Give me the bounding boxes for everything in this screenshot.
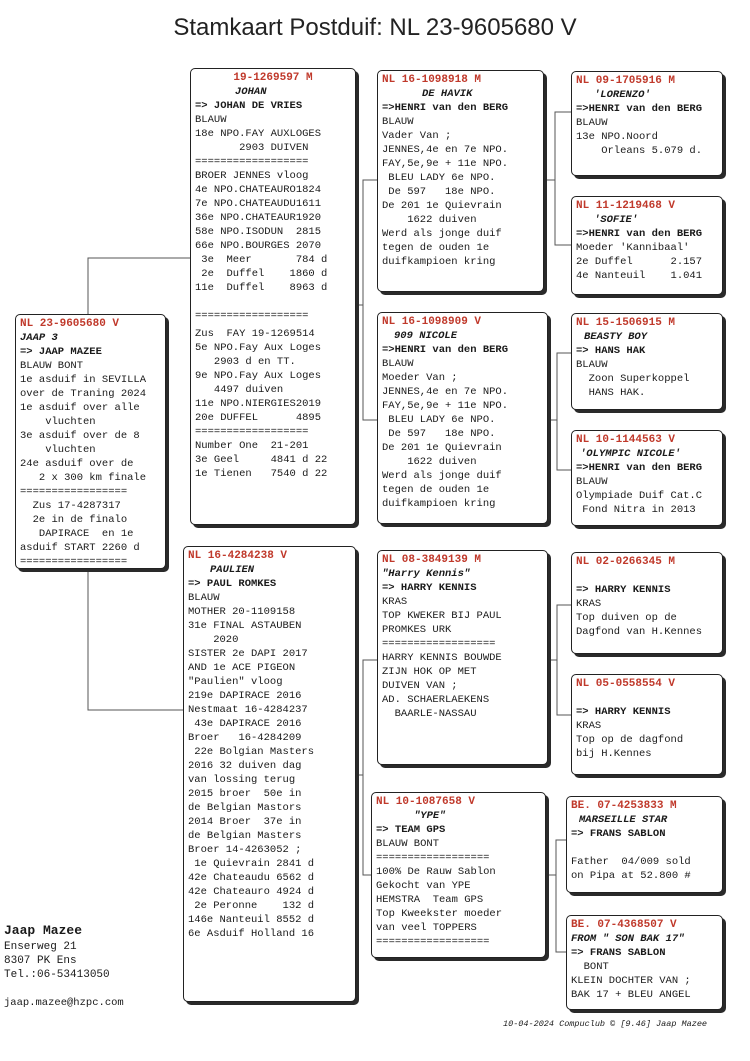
info-line: Father 04/009 sold (571, 856, 691, 868)
separator: ================== (195, 156, 309, 168)
pigeon-card-mf[interactable] (377, 550, 548, 765)
pigeon-owner: => TEAM GPS (376, 824, 446, 836)
info-line: 42e Chateaudu 6562 d (188, 872, 315, 884)
info-line: KRAS (576, 598, 602, 610)
info-line: SISTER 2e DAPI 2017 (188, 648, 308, 660)
info-line: 100% De Rauw Sablon (376, 866, 496, 878)
info-line: TOP KWEKER BIJ PAUL (382, 610, 502, 622)
info-line: Number One 21-201 (195, 440, 309, 452)
pigeon-owner: => JOHAN DE VRIES (195, 100, 303, 112)
info-line: tegen de ouden 1e (382, 242, 490, 254)
pigeon-name: 'LORENZO' (594, 89, 651, 101)
info-line: 3e Meer 784 d (195, 254, 328, 266)
info-line: Olympiade Duif Cat.C (576, 490, 703, 502)
separator: ================= (20, 556, 128, 568)
info-line: 146e Nanteuil 8552 d (188, 914, 315, 926)
info-line: Gekocht van YPE (376, 880, 471, 892)
pigeon-card-mother[interactable] (183, 546, 356, 1002)
info-line: 2014 Broer 37e in (188, 816, 302, 828)
info-line: HANS HAK. (576, 387, 646, 399)
info-line: BONT (571, 961, 609, 973)
info-line: 2903 d en TT. (195, 356, 296, 368)
pigeon-name (576, 569, 718, 583)
pigeon-card-mff[interactable] (571, 552, 723, 654)
pigeon-name: FROM " SON BAK 17" (571, 933, 685, 945)
ring-number: NL 11-1219468 V (576, 200, 676, 212)
info-line: 58e NPO.ISODUN 2815 (195, 226, 322, 238)
info-line: BAARLE-NASSAU (382, 708, 477, 720)
info-line: 3e Geel 4841 d 22 (195, 454, 328, 466)
info-line: 1e asduif over alle (20, 402, 140, 414)
info-line: tegen de ouden 1e (382, 484, 490, 496)
pigeon-owner: =>HENRI van den BERG (382, 102, 509, 114)
info-line: vluchten (20, 416, 96, 428)
info-line: Broer 16-4284209 (188, 732, 302, 744)
info-line: De 597 18e NPO. (382, 186, 496, 198)
info-line: 2e Duffel 1860 d (195, 268, 328, 280)
pigeon-owner: =>HENRI van den BERG (576, 103, 703, 115)
pigeon-card-fm[interactable] (377, 312, 548, 524)
info-line: BLAUW (382, 116, 414, 128)
info-line: "Paulien" vloog (188, 676, 283, 688)
info-line: de Belgian Mastors (188, 802, 302, 814)
info-line: 4e Nanteuil 1.041 (576, 270, 703, 282)
ring-number: NL 10-1087658 V (376, 796, 476, 808)
info-line: JENNES,4e en 7e NPO. (382, 144, 509, 156)
ring-number: NL 02-0266345 M (576, 556, 676, 568)
separator: ================== (382, 638, 496, 650)
info-line: BLEU LADY 6e NPO. (382, 172, 496, 184)
info-line: Top op de dagfond (576, 734, 684, 746)
info-line: HARRY KENNIS BOUWDE (382, 652, 502, 664)
ring-number: NL 16-1098918 M (382, 74, 482, 86)
info-line: 13e NPO.Noord (576, 131, 658, 143)
owner-address: Enserweg 21 (4, 941, 77, 953)
info-line: De 201 1e Quievrain (382, 442, 502, 454)
pigeon-card-father[interactable] (190, 68, 356, 525)
pigeon-name (576, 691, 718, 705)
pigeon-name: DE HAVIK (422, 88, 473, 100)
info-line: DAPIRACE en 1e (20, 528, 134, 540)
info-line: 7e NPO.CHATEAUDU1611 (195, 198, 322, 210)
pigeon-name: 909 NICOLE (394, 330, 458, 342)
info-line: Broer 14-4263052 ; (188, 844, 302, 856)
info-line: bij H.Kennes (576, 748, 652, 760)
info-line: 31e FINAL ASTAUBEN (188, 620, 302, 632)
ring-number: NL 05-0558554 V (576, 678, 676, 690)
info-line: Fond Nitra in 2013 (576, 504, 696, 516)
info-line: JENNES,4e en 7e NPO. (382, 386, 509, 398)
separator: ================== (376, 936, 490, 948)
info-line: Orleans 5.079 d. (576, 145, 703, 157)
separator: ================= (20, 486, 128, 498)
owner-email[interactable]: jaap.mazee@hzpc.com (4, 997, 124, 1009)
info-line: AD. SCHAERLAEKENS (382, 694, 490, 706)
owner-name: Jaap Mazee (4, 923, 83, 938)
info-line: 66e NPO.BOURGES 2070 (195, 240, 322, 252)
pigeon-name: 'SOFIE' (594, 214, 639, 226)
pigeon-card-mmf[interactable] (566, 796, 723, 893)
info-line: 9e NPO.Fay Aux Loges (195, 370, 322, 382)
info-line: Nestmaat 16-4284237 (188, 704, 308, 716)
pigeon-owner: => HARRY KENNIS (576, 584, 671, 596)
info-line: BLAUW BONT (376, 838, 440, 850)
info-line: MOTHER 20-1109158 (188, 606, 296, 618)
info-line: ZIJN HOK OP MET (382, 666, 477, 678)
ring-number: NL 16-4284238 V (188, 550, 288, 562)
pigeon-card-main[interactable] (15, 314, 166, 569)
pigeon-card-fmm[interactable] (571, 430, 723, 526)
info-line: 5e NPO.Fay Aux Loges (195, 342, 322, 354)
info-line: 36e NPO.CHATEAUR1920 (195, 212, 322, 224)
info-line: van veel TOPPERS (376, 922, 477, 934)
info-line: Zus FAY 19-1269514 (195, 328, 315, 340)
pigeon-owner: =>HENRI van den BERG (576, 462, 703, 474)
ring-number: NL 16-1098909 V (382, 316, 482, 328)
info-line: 2015 broer 50e in (188, 788, 302, 800)
info-line: BLAUW (382, 358, 414, 370)
info-line: 2020 (188, 634, 239, 646)
pigeon-name: 'OLYMPIC NICOLE' (580, 448, 681, 460)
pigeon-card-mm[interactable] (371, 792, 546, 958)
info-line: over de Traning 2024 (20, 388, 147, 400)
info-line: BLAUW (188, 592, 220, 604)
pigeon-name: BEASTY BOY (584, 331, 648, 343)
pigeon-name: "YPE" (414, 810, 446, 822)
info-line: de Belgian Masters (188, 830, 302, 842)
ring-number: NL 10-1144563 V (576, 434, 676, 446)
pigeon-owner: => HANS HAK (576, 345, 646, 357)
info-line: 20e DUFFEL 4895 (195, 412, 322, 424)
info-line: 1622 duiven (382, 214, 477, 226)
info-line: KRAS (576, 720, 602, 732)
ring-number: BE. 07-4253833 M (571, 800, 677, 812)
info-line: 2016 32 duiven dag (188, 760, 302, 772)
info-line: BLEU LADY 6e NPO. (382, 414, 496, 426)
info-line: 22e Bolgian Masters (188, 746, 315, 758)
info-line: Top Kweekster moeder (376, 908, 503, 920)
info-line: 1622 duiven (382, 456, 477, 468)
pigeon-name: MARSEILLE STAR (579, 814, 668, 826)
ring-number: NL 15-1506915 M (576, 317, 676, 329)
pigeon-name: PAULIEN (210, 564, 255, 576)
info-line: KLEIN DOCHTER VAN ; (571, 975, 691, 987)
owner-postcode: 8307 PK Ens (4, 955, 77, 967)
info-line: BLAUW BONT (20, 360, 84, 372)
info-line: 43e DAPIRACE 2016 (188, 718, 302, 730)
info-line: AND 1e ACE PIGEON (188, 662, 296, 674)
info-line: 219e DAPIRACE 2016 (188, 690, 302, 702)
pigeon-owner: => FRANS SABLON (571, 828, 666, 840)
pigeon-card-mmm[interactable] (566, 915, 723, 1010)
info-line: FAY,5e,9e + 11e NPO. (382, 400, 509, 412)
info-line: FAY,5e,9e + 11e NPO. (382, 158, 509, 170)
info-line: PROMKES URK (382, 624, 452, 636)
ring-number: 19-1269597 M (233, 72, 313, 84)
info-line: 1e Tienen 7540 d 22 (195, 468, 328, 480)
info-line: KRAS (382, 596, 408, 608)
ring-number: NL 23-9605680 V (20, 318, 120, 330)
info-line: vluchten (20, 444, 96, 456)
ring-number: BE. 07-4368507 V (571, 919, 677, 931)
pigeon-name: JOHAN (235, 86, 267, 98)
info-line: 6e Asduif Holland 16 (188, 928, 315, 940)
info-line: Dagfond van H.Kennes (576, 626, 703, 638)
ring-number: NL 09-1705916 M (576, 75, 676, 87)
ring-number: NL 08-3849139 M (382, 554, 482, 566)
info-line: on Pipa at 52.800 # (571, 870, 691, 882)
info-line: De 201 1e Quievrain (382, 200, 502, 212)
info-line: Werd als jonge duif (382, 470, 502, 482)
info-line: HEMSTRA Team GPS (376, 894, 484, 906)
pigeon-owner: => HARRY KENNIS (576, 706, 671, 718)
info-line: BLAUW (576, 476, 608, 488)
info-line: Top duiven op de (576, 612, 677, 624)
pigeon-owner: => FRANS SABLON (571, 947, 666, 959)
owner-phone: Tel.:06-53413050 (4, 969, 110, 981)
info-line: DUIVEN VAN ; (382, 680, 458, 692)
pigeon-owner: => JAAP MAZEE (20, 346, 102, 358)
pigeon-owner: => PAUL ROMKES (188, 578, 277, 590)
info-line: 2e in de finalo (20, 514, 128, 526)
page-title: Stamkaart Postduif: NL 23-9605680 V (173, 14, 577, 41)
info-line: Moeder 'Kannibaal' (576, 242, 690, 254)
pigeon-card-fff[interactable] (571, 71, 723, 176)
info-line: 2e Duffel 2.157 (576, 256, 703, 268)
info-line: 4497 duiven (195, 384, 284, 396)
info-line: BROER JENNES vloog (195, 170, 309, 182)
info-line: BAK 17 + BLEU ANGEL (571, 989, 691, 1001)
pigeon-owner: =>HENRI van den BERG (576, 228, 703, 240)
separator: ================== (376, 852, 490, 864)
pigeon-name: JAAP 3 (20, 332, 58, 344)
info-line: asduif START 2260 d (20, 542, 140, 554)
info-line: Zoon Superkoppel (576, 373, 690, 385)
info-line: 2e Peronne 132 d (188, 900, 315, 912)
info-line (571, 841, 718, 855)
info-line: 1e Quievrain 2841 d (188, 858, 315, 870)
separator: ================== (195, 426, 309, 438)
separator: ================== (195, 310, 309, 322)
info-line: BLAUW (576, 359, 608, 371)
info-line: BLAUW (576, 117, 608, 129)
pigeon-card-ff[interactable] (377, 70, 544, 292)
info-line: 1e asduif in SEVILLA (20, 374, 147, 386)
info-line: 42e Chateauro 4924 d (188, 886, 315, 898)
info-line: BLAUW (195, 114, 227, 126)
owner-info (4, 922, 110, 982)
info-line: 3e asduif over de 8 (20, 430, 140, 442)
info-line: 24e asduif over de (20, 458, 134, 470)
pigeon-card-mfm[interactable] (571, 674, 723, 775)
info-line: van lossing terug (188, 774, 296, 786)
pigeon-name: "Harry Kennis" (382, 568, 471, 580)
info-line: Vader Van ; (382, 130, 452, 142)
info-line: duifkampioen kring (382, 256, 496, 268)
info-line: 11e Duffel 8963 d (195, 282, 328, 294)
info-line: 11e NPO.NIERGIES2019 (195, 398, 322, 410)
info-line: De 597 18e NPO. (382, 428, 496, 440)
info-line: 2903 DUIVEN (195, 142, 309, 154)
pigeon-owner: =>HENRI van den BERG (382, 344, 509, 356)
pigeon-card-ffm[interactable] (571, 196, 723, 295)
info-line: 18e NPO.FAY AUXLOGES (195, 128, 322, 140)
footer-credit: 10-04-2024 Compuclub © [9.46] Jaap Mazee (503, 1019, 708, 1029)
info-line: Moeder Van ; (382, 372, 458, 384)
info-line: Werd als jonge duif (382, 228, 502, 240)
info-line: duifkampioen kring (382, 498, 496, 510)
pigeon-owner: => HARRY KENNIS (382, 582, 477, 594)
info-line: 4e NPO.CHATEAURO1824 (195, 184, 322, 196)
info-line: Zus 17-4287317 (20, 500, 121, 512)
info-line: 2 x 300 km finale (20, 472, 147, 484)
pigeon-card-fmf[interactable] (571, 313, 723, 410)
